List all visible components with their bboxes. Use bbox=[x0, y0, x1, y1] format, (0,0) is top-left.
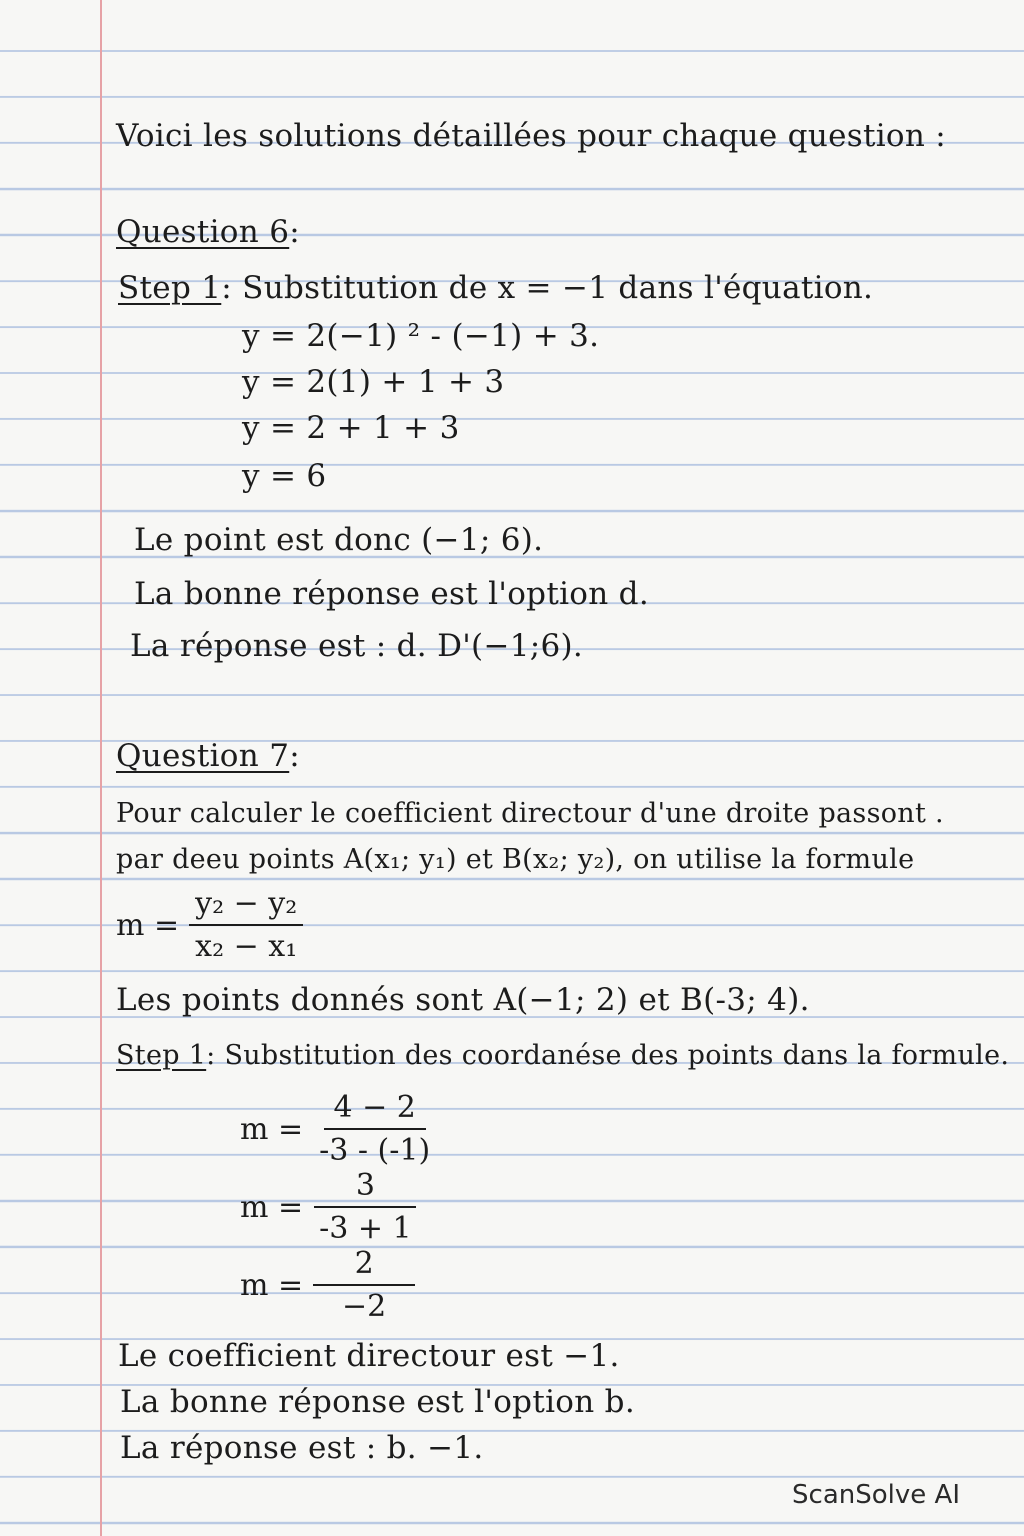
q7-step-line bbox=[116, 1040, 1009, 1071]
q7-intro-line-2: par deeu points A(x₁; y₁) et B(x₂; y₂), on utilise la formule bbox=[116, 844, 915, 875]
q6-conclusion-1: Le point est donc (−1; 6). bbox=[134, 522, 544, 558]
calc-step-3-numerator: 2 bbox=[313, 1246, 415, 1286]
q7-colon: : bbox=[289, 738, 300, 774]
q6-conclusion-3: La réponse est : d. D'(−1;6). bbox=[130, 628, 584, 664]
calc-step-1-fraction bbox=[313, 1090, 436, 1168]
formula-denominator: x₂ − x₁ bbox=[195, 929, 298, 964]
q7-conclusion-1: Le coefficient directour est −1. bbox=[118, 1338, 620, 1374]
formula-numerator: y₂ − y₂ bbox=[189, 886, 303, 926]
q7-step-text: : Substitution des coordanése des points dans la formule. bbox=[206, 1040, 1010, 1071]
q6-step-label: Step 1 bbox=[118, 270, 222, 306]
calc-step-2-fraction bbox=[313, 1168, 418, 1246]
calc-step-2-lhs: m = bbox=[240, 1189, 304, 1225]
calc-step-1-lhs: m = bbox=[240, 1111, 304, 1147]
calc-step-2-numerator: 3 bbox=[314, 1168, 416, 1208]
q6-calc-line-4: y = 6 bbox=[242, 458, 327, 494]
brand-watermark: ScanSolve AI bbox=[792, 1480, 960, 1510]
q7-conclusion-3: La réponse est : b. −1. bbox=[120, 1430, 484, 1466]
q7-conclusion-2: La bonne réponse est l'option b. bbox=[120, 1384, 635, 1420]
formula-fraction bbox=[189, 886, 303, 964]
q7-points-line: Les points donnés sont A(−1; 2) et B(-3; 4). bbox=[116, 982, 810, 1018]
q7-title: Question 7 bbox=[116, 738, 290, 774]
q7-intro-line-1: Pour calculer le coefficient directour d'une droite passont . bbox=[116, 798, 944, 829]
calc-step-3-fraction bbox=[313, 1246, 415, 1324]
intro-text: Voici les solutions détaillées pour chaque question : bbox=[116, 118, 947, 154]
calc-step-3-lhs: m = bbox=[240, 1267, 304, 1303]
q6-calc-line-1: y = 2(−1) ² - (−1) + 3. bbox=[242, 318, 600, 354]
q7-calc-step-1 bbox=[240, 1090, 436, 1168]
q6-title: Question 6 bbox=[116, 214, 290, 250]
q6-calc-line-3: y = 2 + 1 + 3 bbox=[242, 410, 460, 446]
q6-step-text: : Substitution de x = −1 dans l'équation. bbox=[221, 270, 874, 306]
q6-calc-line-2: y = 2(1) + 1 + 3 bbox=[242, 364, 505, 400]
q6-colon: : bbox=[289, 214, 300, 250]
formula-lhs: m = bbox=[116, 907, 180, 943]
q7-calc-step-3 bbox=[240, 1246, 415, 1324]
q7-slope-formula bbox=[116, 886, 303, 964]
q7-calc-step-2 bbox=[240, 1168, 418, 1246]
calc-step-1-denominator: -3 - (-1) bbox=[319, 1133, 431, 1168]
calc-step-1-numerator: 4 − 2 bbox=[324, 1090, 426, 1130]
q6-conclusion-2: La bonne réponse est l'option d. bbox=[134, 576, 649, 612]
q6-heading bbox=[116, 214, 300, 250]
q7-heading bbox=[116, 738, 300, 774]
calc-step-3-denominator: −2 bbox=[342, 1289, 387, 1324]
calc-step-2-denominator: -3 + 1 bbox=[319, 1211, 412, 1246]
notebook-margin-line bbox=[100, 0, 102, 1536]
q6-step-line bbox=[118, 270, 873, 306]
q7-step-label: Step 1 bbox=[116, 1040, 207, 1071]
